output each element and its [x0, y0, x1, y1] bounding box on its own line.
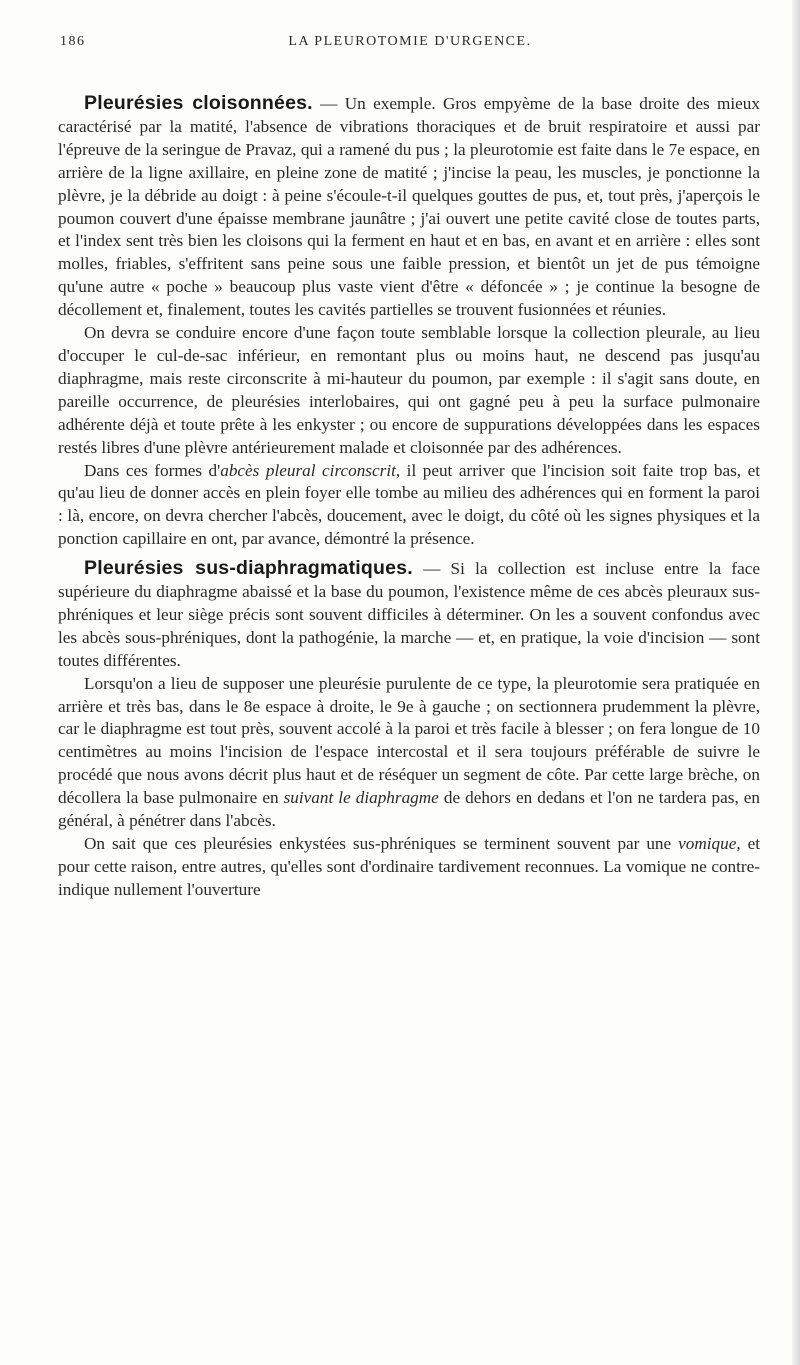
italic-term: vomique [678, 834, 737, 853]
page-number: 186 [60, 34, 86, 49]
paragraph-text: de dehors en dedans et l'on ne tardera pas, en général, à pénétrer dans l'abcès. [58, 788, 761, 831]
body-text [58, 92, 760, 902]
paragraph-text: , il peut arriver que l'incision soit faite trop bas, et qu'au lieu de donner accès en plein foyer elle tombe au milieu des adhérences qui en forment la paroi : là, encore, on devra chercher l'abcès, doucement, avec le doigt, du côté où les signes physiques et la ponction capillaire en ont, par avance, démontré la présence. [58, 460, 761, 549]
paragraph [58, 833, 760, 902]
paragraph [58, 557, 760, 673]
paragraph [58, 322, 760, 459]
paragraph-text: — Si la collection est incluse entre la face supérieure du diaphragme abaissé et la base du poumon, l'existence même de ces abcès pleuraux sus-phréniques et leur siège précis sont souvent difficiles à déterminer. On les a souvent confondus avec les abcès sous-phréniques, dont la pathogénie, la marche — et, en pratique, la voie d'incision — sont toutes différentes. [58, 559, 760, 670]
paragraph-text: — Un exemple. Gros empyème de la base droite des mieux caractérisé par la matité, l'absence de vibrations thoraciques et de bruit respiratoire et aussi par l'épreuve de la seringue de Pravaz, qui a ramené du pus ; la pleurotomie est faite dans le 7e espace, en arrière de la ligne axillaire, en pleine zone de matité ; j'incise la peau, les muscles, je ponctionne la plèvre, je la débride au doigt : à peine s'écoule-t-il quelques gouttes de pus, et, tout près, j'aperçois le poumon couvert d'une épaisse membrane jaunâtre ; j'ai ouvert une petite cavité close de toutes parts, et l'index sent très bien les cloisons qui la ferment en haut et en bas, en avant et en arrière : elles sont molles, friables, s'effritent sans peine sous une faible pression, et bientôt un jet de pus témoigne qu'une autre « poche » beaucoup plus vaste vient d'être « défoncée » ; je continue la besogne de décollement et, finalement, toutes les cavités partielles se trouvent fusionnées et réunies. [58, 94, 760, 320]
italic-term: suivant le diaphragme [283, 788, 439, 808]
paragraph-text: , et pour cette raison, entre autres, qu'elles sont d'ordinaire tardivement reconnues. La vomique ne contre-indique nullement l'ouverture [58, 834, 760, 899]
page-edge-shadow [792, 0, 800, 1365]
paragraph-text: Dans ces formes d' [84, 460, 221, 480]
section-title: Pleurésies sus-diaphragmatiques. [84, 557, 413, 580]
paragraph [58, 92, 760, 322]
paragraph [58, 460, 760, 552]
running-title: LA PLEUROTOMIE D'URGENCE. [288, 34, 532, 49]
italic-term: abcès pleural circonscrit [220, 460, 396, 480]
paragraph-text: Lorsqu'on a lieu de supposer une pleurésie purulente de ce type, la pleurotomie sera pratiquée en arrière et très bas, dans le 8e espace à droite, le 9e à gauche ; on sectionnera prudemment la plèvre, car le diaphragme est tout près, souvent accolé à la paroi et très facile à blesser ; on fera longue de 10 centimètres au moins l'incision de l'espace intercostal et il sera toujours préférable de suivre le procédé que nous avons décrit plus haut et de réséquer un segment de côte. Par cette large brèche, on décollera la base pulmonaire en [58, 673, 760, 808]
paragraph-text: On devra se conduire encore d'une façon toute semblable lorsque la collection pleurale, au lieu d'occuper le cul-de-sac inférieur, en remontant plus ou moins haut, ne descend pas jusqu'au diaphragme, mais reste circonscrite à mi-hauteur du poumon, par exemple : il s'agit sans doute, en pareille occurrence, de pleurésies interlobaires, qui ont gagné peu à peu la surface pulmonaire adhérente déjà et toute prête à les enkyster ; ou encore de suppurations développées dans les espaces restés libres d'une plèvre antérieurement malade et cloisonnée par des adhérences. [58, 323, 760, 457]
section-title: Pleurésies cloisonnées. [84, 92, 313, 114]
paragraph [58, 673, 760, 833]
running-head [60, 34, 760, 54]
paragraph-text: On sait que ces pleurésies enkystées sus-phréniques se terminent souvent par une [84, 834, 679, 853]
